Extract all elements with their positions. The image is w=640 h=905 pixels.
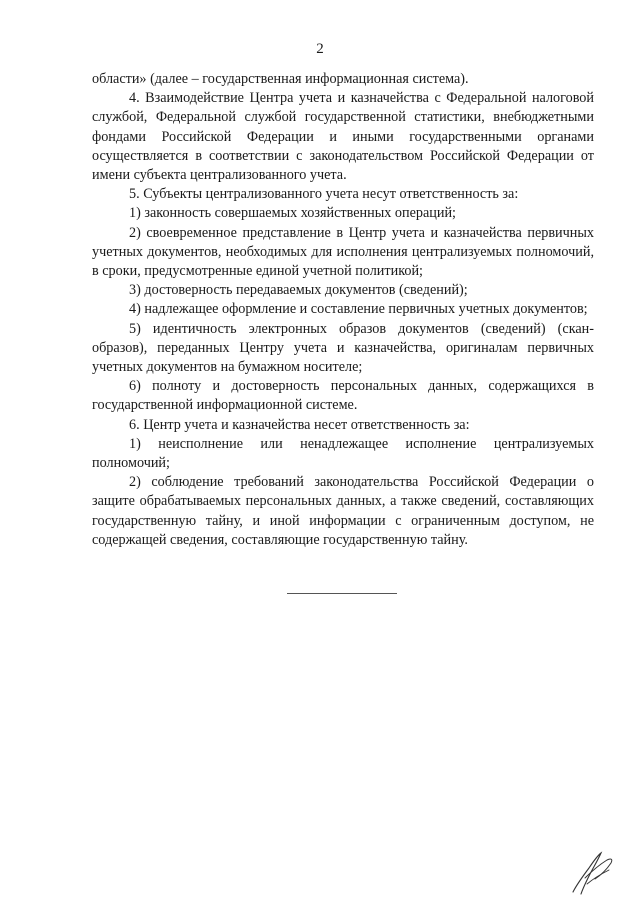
- paragraph: 5. Субъекты централизованного учета несут ответственность за:: [129, 186, 519, 203]
- list-item: 4) надлежащее оформление и составление первичных учетных документов;: [129, 301, 588, 318]
- list-item: 1) законность совершаемых хозяйственных операций;: [129, 205, 456, 222]
- paragraph: 4. Взаимодействие Центра учета и казначейства с Федеральной налоговой службой, Федеральной службой государственной статистики, внебюджетными фондами Российской Федерации и иными государственными органами осуществляется в соответствии с законодательством Российской Федерации от имени субъекта централизованного учета.: [92, 90, 594, 184]
- document-body: [92, 70, 594, 550]
- list-item: 3) достоверность передаваемых документов (сведений);: [129, 282, 468, 299]
- end-separator-line: [287, 593, 397, 594]
- paragraph: 6. Центр учета и казначейства несет ответственность за:: [129, 416, 470, 433]
- page-number: 2: [316, 41, 324, 57]
- list-item: 5) идентичность электронных образов документов (сведений) (скан-образов), переданных Центру учета и казначейства, оригиналам первичных учетных документов на бумажном носителе;: [92, 320, 594, 376]
- list-item: 2) соблюдение требований законодательства Российской Федерации о защите обрабатываемых персональных данных, а также сведений, составляющих государственную тайну, и иной информации с ограниченным доступом, не содержащей сведения, составляющие государственную тайну.: [92, 474, 594, 548]
- list-item: 6) полноту и достоверность персональных данных, содержащихся в государственной информационной системе.: [92, 378, 594, 414]
- paragraph: области» (далее – государственная информационная система).: [92, 71, 469, 87]
- handwritten-signature: [567, 848, 617, 896]
- list-item: 1) неисполнение или ненадлежащее исполнение централизуемых полномочий;: [92, 435, 594, 472]
- list-item: 2) своевременное представление в Центр учета и казначейства первичных учетных документов, необходимых для исполнения централизуемых полномочий, в сроки, предусмотренные единой учетной политикой;: [92, 224, 594, 280]
